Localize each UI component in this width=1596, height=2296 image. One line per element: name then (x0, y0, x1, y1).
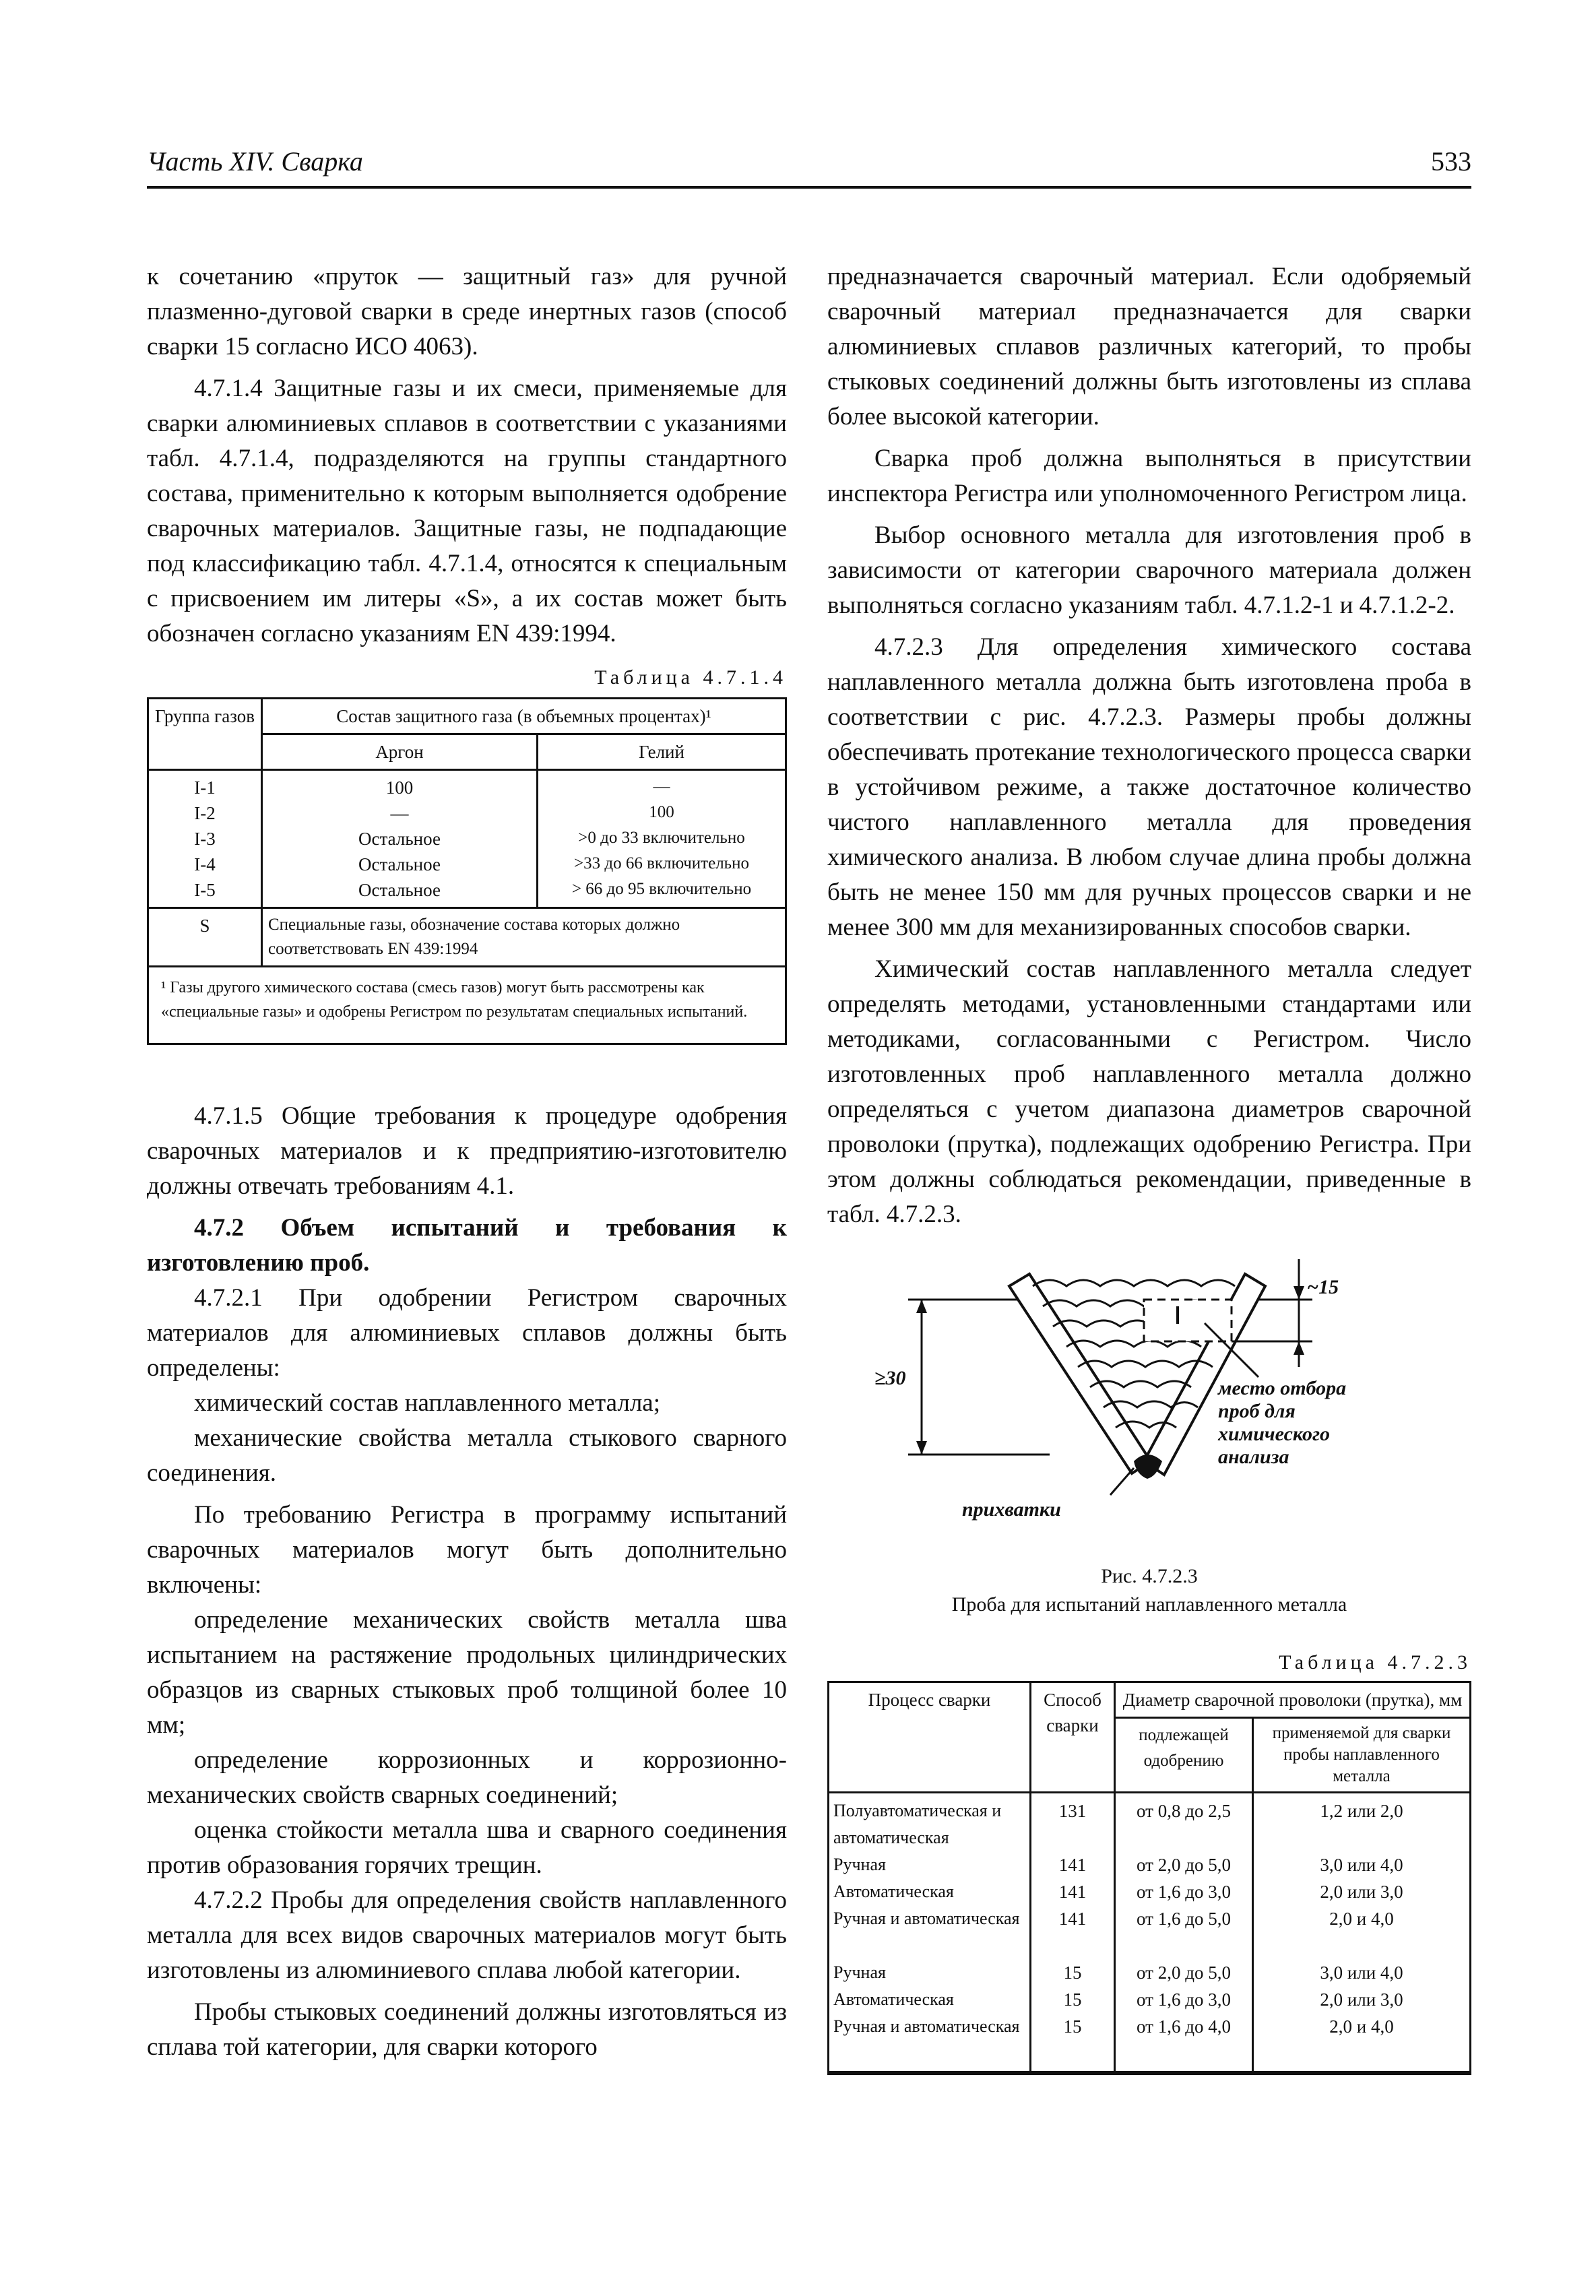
table-caption: Таблица 4.7.2.3 (1279, 1651, 1471, 1673)
table-cell: 3,0 или 4,0 (1320, 1963, 1403, 1983)
table-cell: >33 до 66 включительно (574, 854, 749, 872)
sample-location-label: место отбора проб для химического анализа (1218, 1377, 1347, 1468)
table-cell: — (390, 803, 409, 823)
table-cell: 2,0 или 3,0 (1320, 1989, 1403, 2010)
table-cell: от 1,6 до 5,0 (1137, 1909, 1231, 1929)
figure-caption: Проба для испытаний наплавленного металла (951, 1593, 1347, 1616)
helium-column (538, 770, 786, 908)
table-cell: 100 (385, 777, 414, 798)
table-cell: I-3 (194, 829, 216, 849)
running-header (147, 146, 1471, 189)
table-cell: 100 (649, 803, 674, 821)
header-title: Часть XIV. Сварка (147, 146, 363, 177)
table-cell: 141 (1058, 1882, 1087, 1902)
table-cell: Ручная и автоматическая (833, 1909, 1020, 1928)
list-item: химический состав наплавленного металла; (194, 1389, 660, 1417)
table-cell: 131 (1058, 1801, 1087, 1821)
table-cell: 2,0 и 4,0 (1329, 1909, 1394, 1929)
table-cell: от 1,6 до 3,0 (1137, 1882, 1231, 1902)
group-column (148, 770, 262, 908)
top-dimension-label: ~15 (1307, 1276, 1339, 1298)
wire-diameter-table (827, 1681, 1471, 2075)
table-cell: 2,0 и 4,0 (1329, 2016, 1394, 2037)
table-cell: I-4 (194, 854, 216, 874)
left-column (147, 259, 787, 2065)
table-caption: Таблица 4.7.1.4 (594, 666, 787, 689)
paragraph: Сварка проб должна выполняться в присутствии инспектора Регистра или уполномоченного Регистром лица. (827, 445, 1471, 507)
table-cell: от 1,6 до 4,0 (1137, 2016, 1231, 2037)
header-cell: Группа газов (148, 699, 262, 770)
table-cell: 2,0 или 3,0 (1320, 1882, 1403, 1902)
paragraph-4-7-2-2: 4.7.2.2 Пробы для определения свойств наплавленного металла для всех видов сварочных материалов могут быть изготовлены из алюминиевого сплава любой категории. (147, 1886, 787, 1984)
used-diameter-column (1253, 1793, 1471, 2072)
table-cell: Ручная (833, 1855, 886, 1874)
table-cell: Ручная (833, 1963, 886, 1982)
table-footnote: ¹ Газы другого химического состава (смесь газов) могут быть рассмотрены как «специальные газы» и одобрены Регистром по результатам специальных испытаний. (148, 967, 786, 1044)
table-cell: Остальное (358, 854, 441, 874)
table-cell: I-5 (194, 880, 216, 900)
table-cell: 1,2 или 2,0 (1320, 1801, 1403, 1821)
height-dimension-label: ≥30 (874, 1367, 906, 1389)
table-cell: Автоматическая (833, 1882, 954, 1901)
table-cell: Остальное (358, 829, 441, 849)
table-cell: 15 (1063, 1963, 1082, 1983)
table-cell: 141 (1058, 1909, 1087, 1929)
table-cell: I-1 (194, 777, 216, 798)
table-cell: 15 (1063, 2016, 1082, 2037)
table-cell: от 0,8 до 2,5 (1137, 1801, 1231, 1821)
paragraph: Пробы стыковых соединений должны изготовляться из сплава той категории, для сварки которого (147, 1998, 787, 2061)
table-cell: 3,0 или 4,0 (1320, 1855, 1403, 1875)
table-cell: 15 (1063, 1989, 1082, 2010)
list-item: механические свойства металла стыкового сварного соединения. (147, 1424, 787, 1487)
table-cell: 141 (1058, 1855, 1087, 1875)
paragraph-4-7-2-1: 4.7.2.1 При одобрении Регистром сварочных материалов для алюминиевых сплавов должны быть определены: (147, 1284, 787, 1382)
list-item: оценка стойкости металла шва и сварного соединения против образования горячих трещин. (147, 1816, 787, 1879)
header-cell: Состав защитного газа (в объемных процентах)¹ (262, 699, 786, 734)
table-cell: Автоматическая (833, 1989, 954, 2009)
table-cell: S (148, 908, 262, 967)
table-cell: I-2 (194, 803, 216, 823)
page-number: 533 (1431, 146, 1471, 177)
paragraph: к сочетанию «пруток — защитный газ» для ручной плазменно-дуговой сварки в среде инертных газов (способ сварки 15 согласно ИСО 4063). (147, 263, 787, 360)
table-cell: >0 до 33 включительно (578, 829, 745, 847)
table-cell: от 2,0 до 5,0 (1137, 1963, 1231, 1983)
argon-column (262, 770, 538, 908)
table-cell: Остальное (358, 880, 441, 900)
header-cell: Диаметр сварочной проволоки (прутка), мм (1115, 1682, 1471, 1718)
range-column (1115, 1793, 1253, 2072)
paragraph-4-7-1-5: 4.7.1.5 Общие требования к процедуре одобрения сварочных материалов и к предприятию-изготовителю должны отвечать требованиям 4.1. (147, 1102, 787, 1200)
table-cell: — (653, 777, 670, 796)
table-cell: > 66 до 95 включительно (571, 880, 752, 898)
method-column (1031, 1793, 1115, 2072)
header-cell: применяемой для сварки пробы наплавленного металла (1253, 1718, 1471, 1793)
table-cell: от 2,0 до 5,0 (1137, 1855, 1231, 1875)
figure-number: Рис. 4.7.2.3 (1101, 1565, 1198, 1587)
list-item: определение механических свойств металла шва испытанием на растяжение продольных цилиндрических образцов из сварных стыковых проб толщиной более 10 мм; (147, 1606, 787, 1739)
shielding-gas-table (147, 697, 787, 1045)
process-column (829, 1793, 1031, 2072)
header-cell: Способ сварки (1031, 1682, 1115, 1793)
paragraph: По требованию Регистра в программу испытаний сварочных материалов могут быть дополнительно включены: (147, 1501, 787, 1599)
paragraph-4-7-2-3: 4.7.2.3 Для определения химического состава наплавленного металла должна быть изготовлена проба в соответствии с рис. 4.7.2.3. Размеры пробы должны обеспечивать протекание технологического процесса сварки в устойчивом режиме, а также достаточное количество чистого наплавленного металла для проведения химического анализа. В любом случае длина пробы должна быть не менее 150 мм для ручных процессов сварки и не менее 300 мм для механизированных способов сварки. (827, 633, 1471, 941)
header-cell: Аргон (262, 734, 538, 770)
list-item: определение коррозионных и коррозионно-механических свойств сварных соединений; (147, 1746, 787, 1809)
table-cell: от 1,6 до 3,0 (1137, 1989, 1231, 2010)
header-cell: Процесс сварки (829, 1682, 1031, 1793)
table-bottom-rule (829, 2072, 1471, 2074)
paragraph-4-7-1-4: 4.7.1.4 Защитные газы и их смеси, применяемые для сварки алюминиевых сплавов в соответствии с указаниями табл. 4.7.1.4, подразделяются на группы стандартного состава, применительно к которым выполняется одобрение сварочных материалов. Защитные газы, не подпадающие под классификацию табл. 4.7.1.4, относятся к специальным с присвоением им литеры «S», а их состав может быть обозначен согласно указаниям EN 439:1994. (147, 375, 787, 647)
tack-welds-label: прихватки (962, 1498, 1061, 1521)
table-cell: Специальные газы, обозначение состава которых должно соответствовать EN 439:1994 (262, 908, 786, 967)
paragraph: предназначается сварочный материал. Если одобряемый сварочный материал предназначается для сварки алюминиевых сплавов различных категорий, то пробы стыковых соединений должны быть изготовлены из сплава более высокой категории. (827, 263, 1471, 430)
paragraph: Выбор основного металла для изготовления проб в зависимости от категории сварочного материала должен выполняться согласно указаниям табл. 4.7.1.2-1 и 4.7.1.2-2. (827, 521, 1471, 619)
paragraph: Химический состав наплавленного металла следует определять методами, установленными стандартами или методиками, согласованными с Регистром. Число изготовленных проб наплавленного металла должно определяться с учетом диапазона диаметров сварочной проволоки (прутка), подлежащих одобрению Регистра. При этом должны соблюдаться рекомендации, приведенные в табл. 4.7.2.3. (827, 955, 1471, 1228)
section-heading-4-7-2: 4.7.2 Объем испытаний и требования к изготовлению проб. (147, 1214, 787, 1277)
figure-weld-sample (827, 1259, 1471, 1556)
header-cell: Гелий (538, 734, 786, 770)
right-column (827, 259, 1471, 2075)
table-cell: Полуавтоматическая и автоматическая (833, 1801, 1002, 1847)
table-cell: Ручная и автоматическая (833, 2016, 1020, 2036)
header-cell: подлежащей одобрению (1115, 1718, 1253, 1793)
